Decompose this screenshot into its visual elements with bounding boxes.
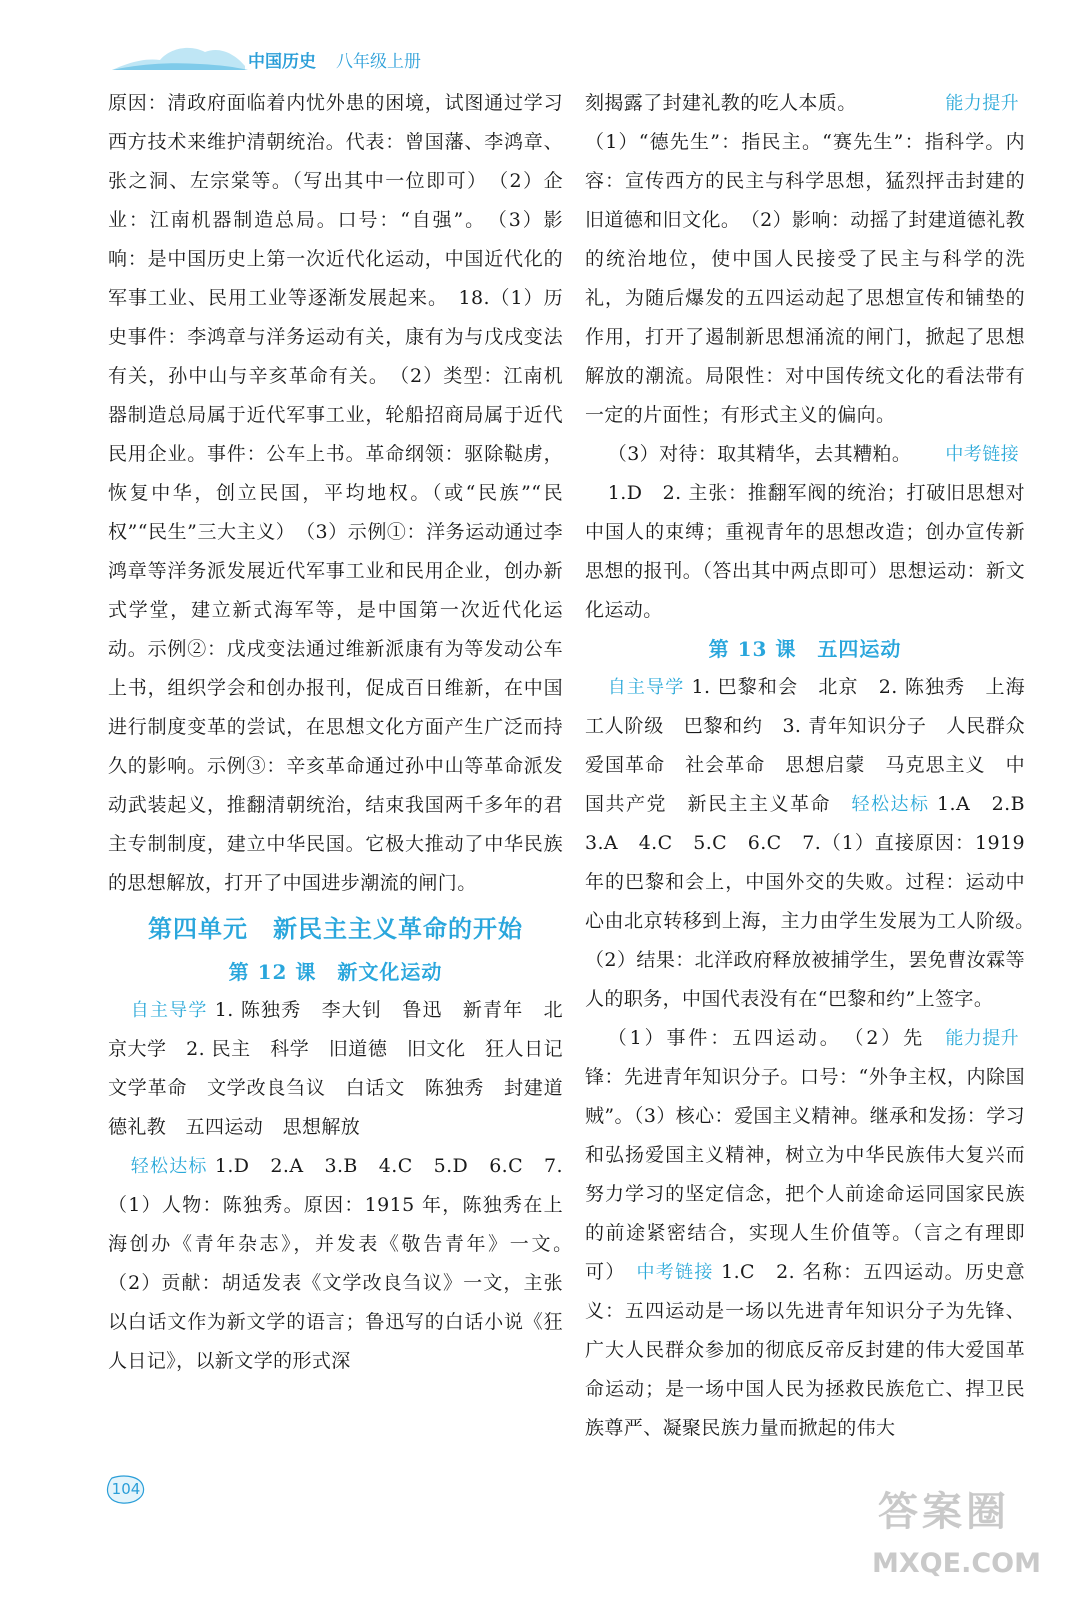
header-title — [248, 47, 421, 72]
answer-paragraph: 1.D 2. 主张：推翻军阀的统治；打破旧思想对中国人的束缚；重视青年的思想改造；创办宣传新思想的报刊。（答出其中两点即可）思想运动：新文化运动。 — [585, 482, 1025, 621]
page-number-text: 104 — [111, 1480, 141, 1498]
answer-text: （1）事件：五四运动。 （2）先锋：先进青年知识分子。口号：“外争主权，内除国贼”。（3）核心：爱国主义精神。继承和发扬：学习和弘扬爱国主义精神，树立为中华民族伟大复兴而努力学习的坚定信念，把个人前途命运同国家民族的前途紧密结合，实现人生价值等。（言之有理即可） — [585, 1027, 1025, 1283]
answer-paragraph — [108, 1147, 583, 1381]
answer-paragraph — [585, 668, 1045, 1049]
lesson-title: 第 13 课 五四运动 — [708, 637, 902, 661]
page-header — [110, 40, 570, 74]
section-tag: 轻松达标 — [851, 794, 930, 815]
answer-text: （3）对待：取其精华，去其糟粕。 — [607, 443, 912, 465]
answer-text: 1.A 2.B 3.A 4.C 5.C 6.C 7.（1）直接原因：1919 年的巴黎和会上，中国外交的失败。过程：运动中心由北京转移到上海，主力由学生发展为工人阶级。 （2）结果：北洋政府释放被捕学生，罢免曹汝霖等人的职务，中国代表没有在“巴黎和约”上签字。 — [585, 793, 1045, 1010]
section-tag: 能力提升 — [945, 93, 1019, 114]
header-subject: 中国历史 — [248, 52, 316, 72]
section-tag: 能力提升 — [945, 1028, 1019, 1049]
lesson-title: 第 12 课 新文化运动 — [228, 960, 443, 984]
section-tag: 自主导学 — [130, 1000, 208, 1021]
answer-text: 1.C 2. 名称：五四运动。历史意义：五四运动是一场以先进青年知识分子为先锋、广大人民群众参加的彻底反帝反封建的伟大爱国革命运动；是一场中国人民为拯救民族危亡、捍卫民族尊严、凝聚民族力量而掀起的伟大 — [585, 1261, 1025, 1439]
page-number — [106, 1474, 146, 1506]
section-tag: 轻松达标 — [130, 1156, 208, 1177]
answer-paragraph — [585, 84, 1025, 123]
answer-text: 刻揭露了封建礼教的吃人本质。 — [585, 92, 857, 114]
section-tag: 中考链接 — [945, 444, 1019, 465]
answer-text: 1. 陈独秀 李大钊 鲁迅 新青年 北京大学 2. 民主 科学 旧道德 旧文化 狂人日记 文学革命 文学改良刍议 白话文 陈独秀 封建道德礼教 五四运动 思想解放 — [108, 999, 583, 1138]
section-tag: 中考链接 — [636, 1262, 714, 1283]
answer-text: 1.D 2.A 3.B 4.C 5.D 6.C 7.（1）人物：陈独秀。原因：1915 年，陈独秀在上海创办《青年杂志》，并发表《敬告青年》一文。 （2）贡献：胡适发表《文学改良刍议》一文，主张以白话文作为新文学的语言；鲁迅写的白话小说《狂人日记》，以新文学的形式深 — [108, 1155, 583, 1372]
answer-paragraph: 原因：清政府面临着内忧外患的困境，试图通过学习西方技术来维护清朝统治。代表：曾国藩、李鸿章、张之洞、左宗棠等。（写出其中一位即可） （2）企业：江南机器制造总局。口号：“自强”。 （3）影响：是中国历史上第一次近代化运动，中国近代化的军事工业、民用工业等逐渐发展起来。 18.（1）历史事件：李鸿章与洋务运动有关，康有为与戊戌变法有关，孙中山与辛亥革命有关。 （2）类型：江南机器制造总局属于近代军事工业，轮船招商局属于近代民用企业。事件：公车上书。革命纲领：驱除鞑虏，恢复中华，创立民国，平均地权。（或“民族”“民权”“民生”三大主义） （3）示例①：洋务运动通过李鸿章等洋务派发展近代军事工业和民用企业，创办新式学堂，建立新式海军等，是中国第一次近代化运动。示例②：戊戌变法通过维新派康有为等发动公车上书，组织学会和创办报刊，促成百日维新，在中国进行制度变革的尝试，在思想文化方面产生广泛而持久的影响。示例③：辛亥革命通过孙中山等革命派发动武装起义，推翻清朝统治，结束我国两千多年的君主专制制度，建立中华民国。它极大推动了中华民族的思想解放，打开了中国进步潮流的闸门。 — [108, 92, 563, 894]
answer-paragraph: （1）“德先生”：指民主。“赛先生”：指科学。内容：宣传西方的民主与科学思想，猛烈抨击封建的旧道德和旧文化。 （2）影响：动摇了封建道德礼教的统治地位，使中国人民接受了民主与科学的洗礼，为随后爆发的五四运动起了思想宣传和铺垫的作用，打开了遏制新思想涌流的闸门，掀起了思想解放的潮流。局限性：对中国传统文化的看法带有一定的片面性；有形式主义的偏向。 — [585, 131, 1025, 426]
unit-title: 第四单元 新民主主义革命的开始 — [148, 915, 523, 943]
cloud-banner-icon — [110, 40, 250, 74]
watermark-url: MXQE.COM — [872, 1548, 1041, 1579]
answer-paragraph — [108, 991, 583, 1147]
answer-paragraph — [585, 1019, 1025, 1448]
left-column — [108, 84, 583, 1381]
header-grade: 八年级上册 — [336, 52, 421, 72]
answer-paragraph — [585, 435, 1025, 474]
watermark-logo — [872, 1480, 1041, 1590]
section-tag: 自主导学 — [607, 677, 685, 698]
answer-text: 1. 巴黎和会 北京 2. 陈独秀 上海 工人阶级 巴黎和约 3. 青年知识分子 人民群众 爱国革命 社会革命 思想启蒙 马克思主义 中国共产党 新民主主义革命 — [585, 676, 1045, 815]
watermark-text: 答案圈 — [878, 1489, 1010, 1535]
right-column — [585, 84, 1045, 1448]
